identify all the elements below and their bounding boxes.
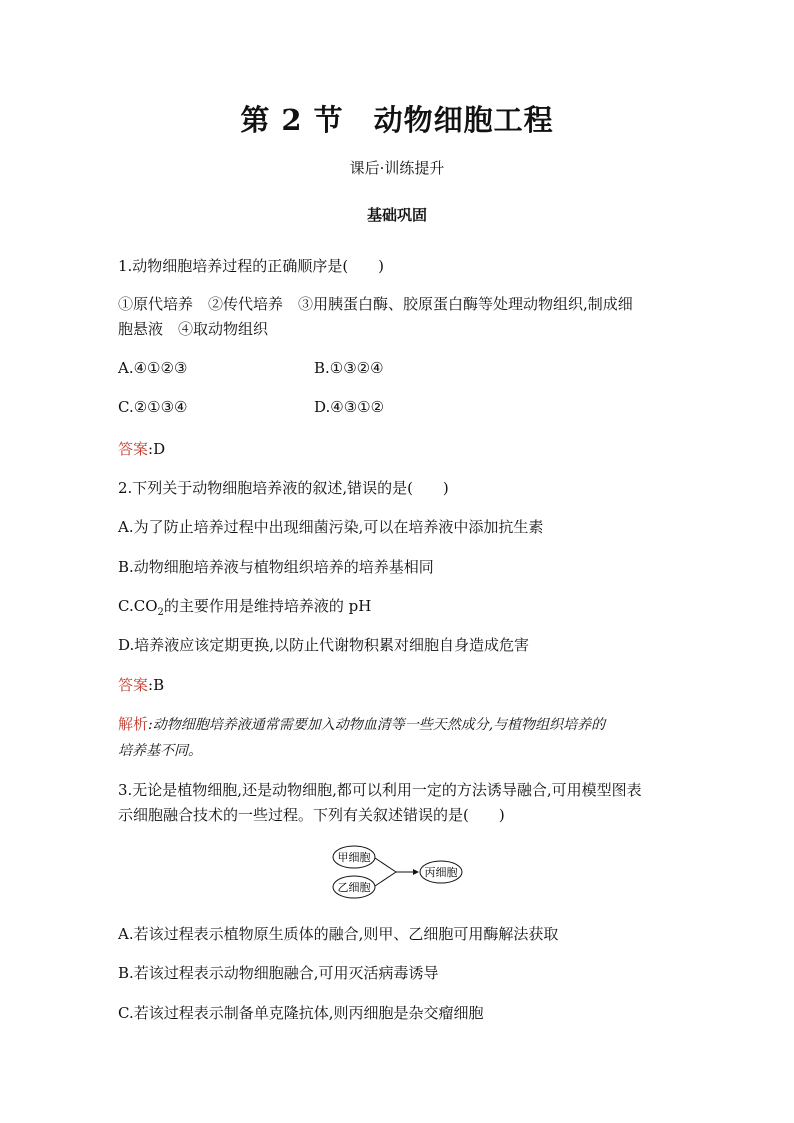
line-b-to-join bbox=[375, 872, 396, 886]
q1-option-d: D.④③①② bbox=[314, 398, 385, 416]
q3-stem-line1: 3.无论是植物细胞,还是动物细胞,都可以利用一定的方法诱导融合,可用模型图表 bbox=[118, 781, 642, 799]
q2-explanation-line2: 培养基不同。 bbox=[118, 743, 202, 759]
q1-answer-label: 答案 bbox=[118, 440, 149, 458]
q3-option-a: A.若该过程表示植物原生质体的融合,则甲、乙细胞可用酶解法获取 bbox=[118, 925, 559, 943]
cell-fusion-diagram bbox=[330, 842, 470, 902]
q2-option-b: B.动物细胞培养液与植物组织培养的培养基相同 bbox=[118, 558, 434, 576]
section-heading: 基础巩固 bbox=[366, 206, 427, 224]
q1-answer-value: :D bbox=[148, 440, 166, 458]
cell-a-label: 甲细胞 bbox=[337, 851, 371, 864]
line-a-to-join bbox=[375, 858, 396, 872]
q2-option-c-pre: C.CO bbox=[118, 597, 158, 615]
q1-option-b: B.①③②④ bbox=[314, 359, 384, 377]
q2-explain-label: 解析 bbox=[118, 715, 149, 733]
q1-option-c: C.②①③④ bbox=[118, 398, 188, 416]
cell-b-label: 乙细胞 bbox=[337, 881, 371, 894]
page-title: 第 2 节 动物细胞工程 bbox=[240, 103, 554, 137]
q2-option-a: A.为了防止培养过程中出现细菌污染,可以在培养液中添加抗生素 bbox=[118, 518, 544, 536]
q2-option-d: D.培养液应该定期更换,以防止代谢物积累对细胞自身造成危害 bbox=[118, 636, 530, 654]
q3-stem-line2: 示细胞融合技术的一些过程。下列有关叙述错误的是( ) bbox=[118, 806, 505, 824]
q3-option-c: C.若该过程表示制备单克隆抗体,则丙细胞是杂交瘤细胞 bbox=[118, 1004, 484, 1022]
q1-answer bbox=[118, 438, 165, 459]
cell-c-label: 丙细胞 bbox=[424, 866, 458, 879]
q1-items-line1: ①原代培养 ②传代培养 ③用胰蛋白酶、胶原蛋白酶等处理动物组织,制成细 bbox=[118, 295, 633, 313]
q2-explain-text1: :动物细胞培养液通常需要加入动物血清等一些天然成分,与植物组织培养的 bbox=[148, 717, 606, 733]
q1-option-a: A.④①②③ bbox=[118, 359, 188, 377]
q2-option-c bbox=[118, 595, 371, 618]
q2-explanation-line1 bbox=[118, 713, 605, 734]
q2-stem: 2.下列关于动物细胞培养液的叙述,错误的是( ) bbox=[118, 479, 449, 497]
q2-option-c-sub: 2 bbox=[157, 607, 164, 618]
q2-option-c-post: 的主要作用是维持培养液的 pH bbox=[163, 597, 372, 615]
q1-items-line2: 胞悬液 ④取动物组织 bbox=[118, 320, 269, 338]
page-subtitle: 课后·训练提升 bbox=[349, 159, 445, 177]
q3-option-b: B.若该过程表示动物细胞融合,可用灭活病毒诱导 bbox=[118, 964, 439, 982]
q2-answer-label: 答案 bbox=[118, 676, 149, 694]
q2-answer bbox=[118, 674, 164, 695]
q1-stem: 1.动物细胞培养过程的正确顺序是( ) bbox=[118, 257, 385, 275]
q2-answer-value: :B bbox=[148, 676, 165, 694]
